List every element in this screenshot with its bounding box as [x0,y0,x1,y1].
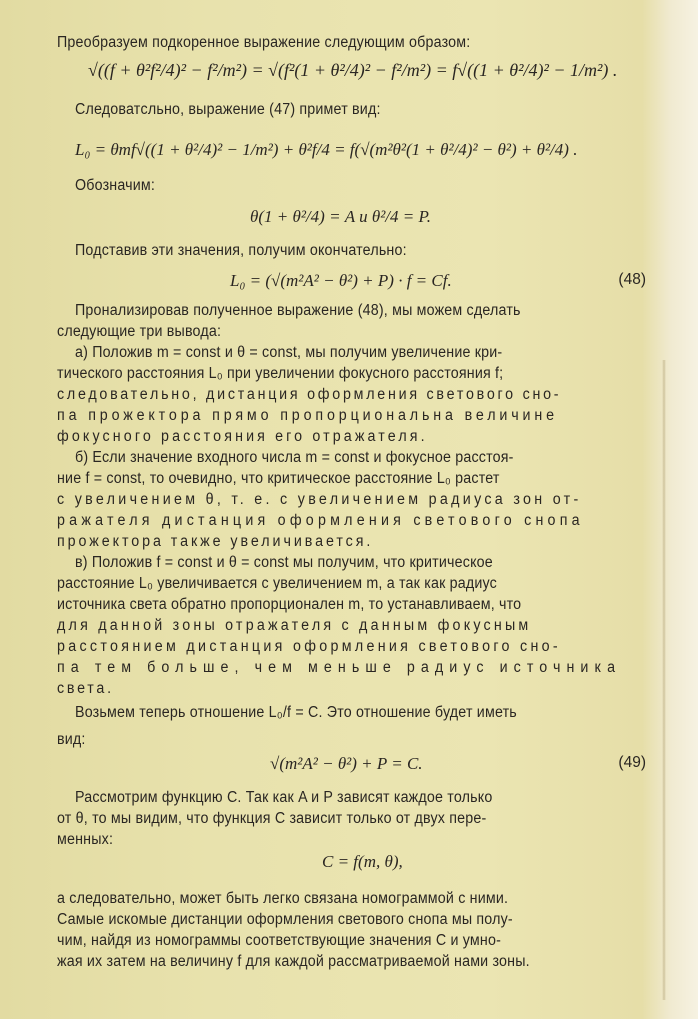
text-line: Обозначим: [75,177,156,194]
text-line: Возьмем теперь отношение L₀/f = C. Это отношение будет иметь [75,704,517,721]
text-line: вид: [57,731,86,748]
text-line: а) Положив m = const и θ = const, мы получим увеличение кри- [75,344,503,361]
text-line-emphasis: па прожектора прямо пропорциональна величине [57,407,558,424]
text-line: от θ, то мы видим, что функция C зависит только от двух пере- [57,810,487,827]
text-line-emphasis: расстоянием дистанция оформления светового сно- [57,638,561,655]
text-line-emphasis: па тем больше, чем меньше радиус источника [57,659,622,676]
text-line: Пронализировав полученное выражение (48), мы можем сделать [75,302,521,319]
text-line-emphasis: прожектора также увеличивается. [57,533,374,550]
text-line-emphasis: света. [57,680,114,697]
text-line-emphasis: ражателя дистанция оформления светового снопа [57,512,584,529]
equation-49: √(m²A² − θ²) + P = C. [270,754,423,773]
text-line: жая их затем на величину f для каждой рассматриваемой нами зоны. [57,953,530,970]
text-line-emphasis: следовательно, дистанция оформления светового сно- [57,386,562,403]
text-line: Подставив эти значения, получим окончательно: [75,242,407,259]
text-line: Следоватcльно, выражение (47) примет вид: [75,101,381,118]
equation-L0-expanded: L₀ = θmf√((1 + θ²/4)² − 1/m²) + θ²f/4 = f(√(m²θ²(1 + θ²/4)² − θ²) + θ²/4) . [75,140,578,159]
equation-number-48: (48) [618,271,646,288]
text-line: б) Если значение входного числа m = const и фокусное расстоя- [75,449,514,466]
text-line: Рассмотрим функцию C. Так как A и P зависят каждое только [75,789,493,806]
text-line: в) Положив f = const и θ = const мы получим, что критическое [75,554,493,571]
text-line-emphasis: фокусного расстояния его отражателя. [57,428,428,445]
text-line: Самые искомые дистанции оформления светового снопа мы полу- [57,911,513,928]
text-line-emphasis: для данной зоны отражателя с данным фокусным [57,617,532,634]
text-line: чим, найдя из номограммы соответствующие значения C и умно- [57,932,502,949]
equation-definitions-A-P: θ(1 + θ²/4) = A и θ²/4 = P. [250,207,431,226]
equation-48: L₀ = (√(m²A² − θ²) + P) · f = Cf. [230,271,452,290]
text-line: а следовательно, может быть легко связана номограммой с ними. [57,890,509,907]
equation-number-49: (49) [618,754,646,771]
text-line: менных: [57,831,114,848]
equation-radicand-transform: √((f + θ²f²/4)² − f²/m²) = √(f²(1 + θ²/4)² − f²/m²) = f√((1 + θ²/4)² − 1/m²) . [88,60,618,80]
text-line: ние f = const, то очевидно, что критическое расстояние L₀ растет [57,470,500,487]
text-line: тического расстояния L₀ при увеличении фокусного расстояния f; [57,365,504,382]
text-line: расстояние L₀ увеличивается с увеличением m, а так как радиус [57,575,498,592]
page-edge-shadow [662,360,666,1000]
text-line: Преобразуем подкоренное выражение следующим образом: [57,34,471,51]
text-line: источника света обратно пропорционален m, то устанавливаем, что [57,596,522,613]
text-line-emphasis: с увеличением θ, т. е. с увеличением радиуса зон от- [57,491,582,508]
equation-C-function: C = f(m, θ), [322,852,403,871]
text-line: следующие три вывода: [57,323,222,340]
